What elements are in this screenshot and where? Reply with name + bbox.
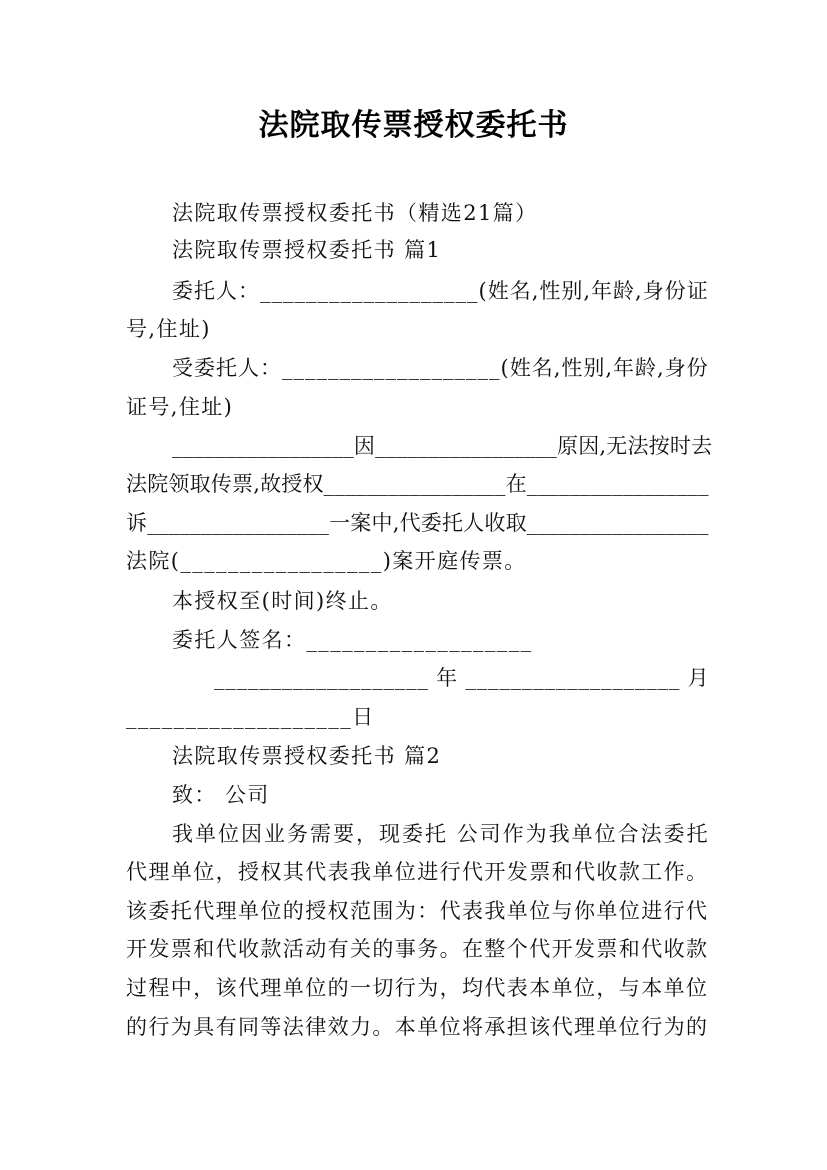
section-heading-2: 法院取传票授权委托书 篇2 [172,744,442,768]
body-line-6: 的行为具有同等法律效力。本单位将承担该代理单位行为的 [126,1015,709,1039]
agent-line-cont: 证号,住址) [126,395,234,419]
reason-line-1: _________________因_________________原因,无法按时去 [172,434,713,458]
date-line-1: ___________________ 年 ___________________ 月 [214,666,710,690]
reason-line-2: 法院领取传票,故授权_________________在_________________ [126,472,709,496]
reason-line-4: 法院(_________________)案开庭传票。 [126,549,527,573]
principal-line-cont: 号,住址) [126,317,211,341]
document-title: 法院取传票授权委托书 [258,108,569,143]
validity-line: 本授权至(时间)终止。 [172,589,393,613]
body-line-1: 我单位因业务需要，现委托 公司作为我单位合法委托 [172,822,710,846]
subtitle-line: 法院取传票授权委托书（精选21篇） [172,201,538,225]
section-heading-1: 法院取传票授权委托书 篇1 [172,238,442,262]
body-line-2: 代理单位，授权其代表我单位进行代开发票和代收款工作。 [126,860,709,884]
signature-line: 委托人签名：___________________ [172,628,533,652]
reason-line-3: 诉_________________一案中,代委托人收取_________________ [126,511,709,535]
body-line-4: 开发票和代收款活动有关的事务。在整个代开发票和代收款 [126,937,709,961]
body-line-5: 过程中，该代理单位的一切行为，均代表本单位，与本单位 [126,976,709,1000]
addressee-line: 致： 公司 [172,783,270,807]
agent-line: 受委托人：___________________(姓名,性别,年龄,身份 [172,356,709,380]
principal-line: 委托人：___________________(姓名,性别,年龄,身份证 [172,279,709,303]
body-line-3: 该委托代理单位的授权范围为：代表我单位与你单位进行代 [126,899,709,923]
date-line-2: ___________________日 [126,705,375,729]
